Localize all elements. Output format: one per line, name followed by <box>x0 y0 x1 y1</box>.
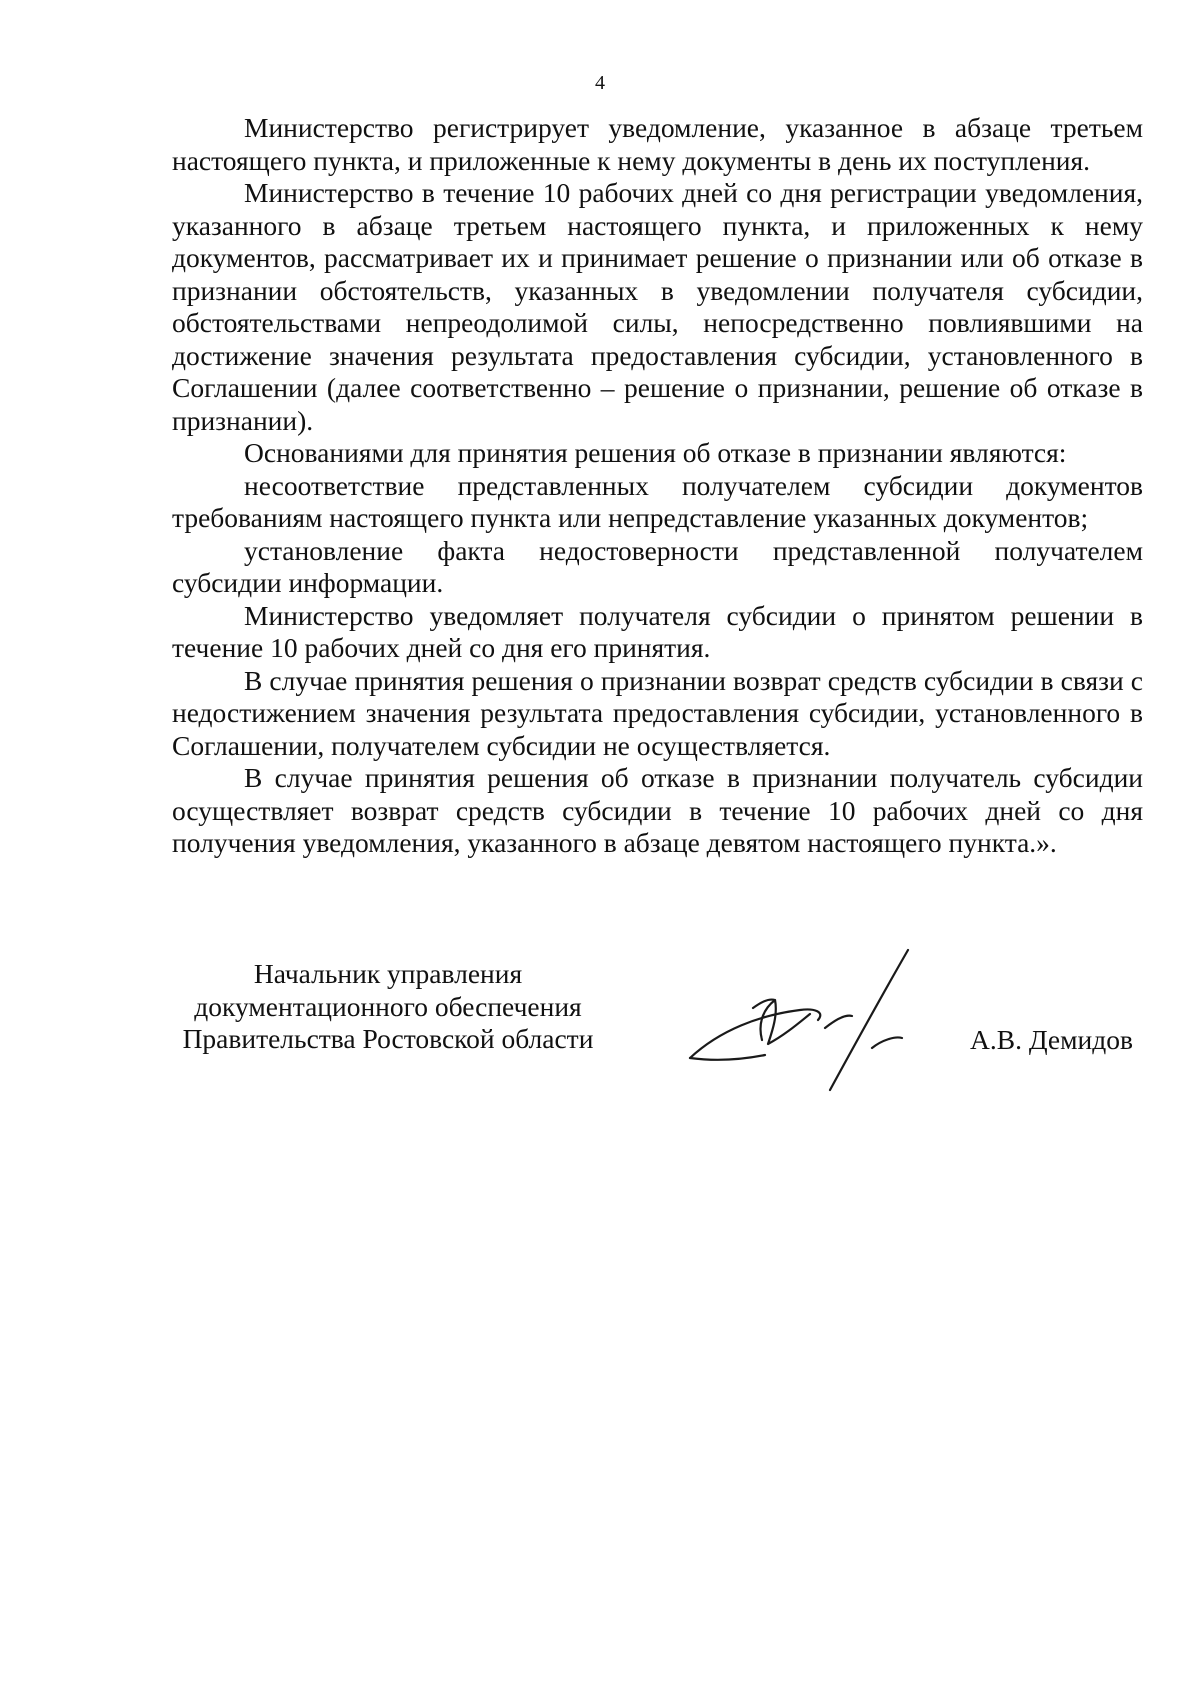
paragraph: Министерство регистрирует уведомление, указанное в абзаце третьем настоящего пункта, и приложенные к нему документы в день их поступления. <box>172 112 1143 176</box>
paragraph: установление факта недостоверности представленной получателем субсидии информации. <box>172 534 1143 598</box>
signatory-name: А.В. Демидов <box>970 1024 1133 1055</box>
handwritten-signature <box>650 940 950 1110</box>
paragraph: Министерство уведомляет получателя субсидии о принятом решении в течение 10 рабочих дней со дня его принятия. <box>172 599 1143 663</box>
paragraph: В случае принятия решения о признании возврат средств субсидии в связи с недостижением значения результата предоставления субсидии, установленного в Соглашении, получателем субсидии не осуществляется. <box>172 664 1143 761</box>
signatory-position-line: документационного обеспечения <box>194 990 582 1022</box>
document-body <box>172 112 1143 860</box>
page-number: 4 <box>595 72 605 94</box>
paragraph: несоответствие представленных получателем субсидии документов требованиям настоящего пункта или непредставление указанных документов; <box>172 469 1143 533</box>
signatory-position-line: Правительства Ростовской области <box>182 1023 594 1054</box>
signatory-position-line: Начальник управления <box>253 958 523 989</box>
paragraph: Основаниями для принятия решения об отказе в признании являются: <box>244 437 1067 468</box>
paragraph: Министерство в течение 10 рабочих дней со дня регистрации уведомления, указанного в абзаце третьем настоящего пункта, и приложенных к нему документов, рассматривает их и принимает решение о признании или об отказе в признании обстоятельств, указанных в уведомлении получателя субсидии, обстоятельствами непреодолимой силы, непосредственно повлиявшими на достижение значения результата предоставления субсидии, установленного в Соглашении (далее соответственно – решение о признании, решение об отказе в признании). <box>172 177 1143 436</box>
signatory-position <box>168 958 608 1056</box>
paragraph: В случае принятия решения об отказе в признании получатель субсидии осуществляет возврат средств субсидии в течение 10 рабочих дней со дня получения уведомления, указанного в абзаце девятом настоящего пункта.». <box>172 762 1143 858</box>
